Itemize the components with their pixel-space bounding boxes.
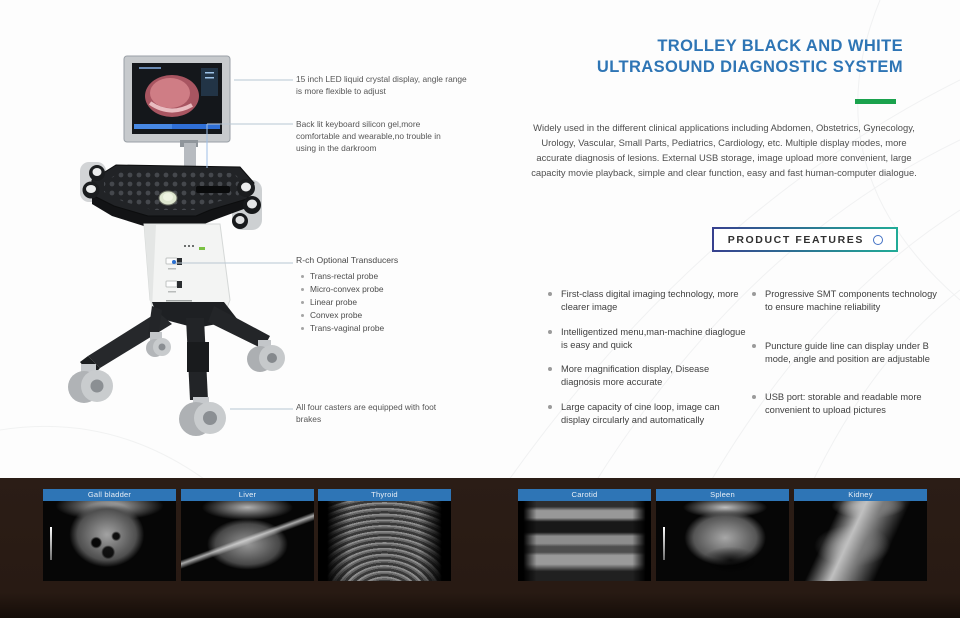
page-title-line2: ULTRASOUND DIAGNOSTIC SYSTEM <box>596 58 903 76</box>
feature-text: Large capacity of cine loop, image can display circularly and automatically <box>561 402 720 426</box>
ultrasound-image <box>318 501 451 581</box>
feature-text: Puncture guide line can display under B mode, angle and position are adjustable <box>765 341 930 365</box>
feature-item <box>548 401 748 428</box>
callout-keyboard: Back lit keyboard silicon gel,more comfortable and wearable,no trouble in using in the darkroom <box>296 119 441 153</box>
keyboard-console <box>80 162 262 230</box>
product-features-button[interactable] <box>712 227 898 252</box>
transducer-label: Micro-convex probe <box>310 284 384 295</box>
gallery-panel-label: Carotid <box>518 489 651 501</box>
bullet-icon <box>301 314 304 317</box>
gallery-panel-label: Thyroid <box>318 489 451 501</box>
bullet-icon <box>301 288 304 291</box>
page-title-line1: TROLLEY BLACK AND WHITE <box>657 37 903 55</box>
gallery-panel-carotid <box>518 489 651 581</box>
product-features-label: PRODUCT FEATURES <box>727 233 864 246</box>
gallery-panel-kidney <box>794 489 927 581</box>
feature-item <box>752 391 947 418</box>
gallery-panel-gall-bladder <box>43 489 176 581</box>
bullet-icon <box>301 275 304 278</box>
gallery-panel-label: Gall bladder <box>43 489 176 501</box>
feature-item <box>752 340 947 367</box>
transducer-label: Trans-rectal probe <box>310 271 379 281</box>
feature-item <box>548 363 748 390</box>
callout-lines <box>175 80 293 409</box>
feature-text: Progressive SMT components technology to ensure machine reliability <box>765 289 937 313</box>
green-accent-divider <box>855 99 896 104</box>
feature-item <box>548 326 748 353</box>
transducer-label: Convex probe <box>310 310 363 321</box>
bullet-icon <box>752 344 756 348</box>
transducers-list <box>301 271 384 336</box>
transducer-item <box>301 271 384 281</box>
port-indicator-dot <box>172 260 176 264</box>
bullet-icon <box>752 395 756 399</box>
feature-text: More magnification display, Disease diagnosis more accurate <box>561 364 710 388</box>
feature-text: USB port: storable and readable more convenient to upload pictures <box>765 392 922 416</box>
gallery-panel-liver <box>181 489 314 581</box>
callout-display: 15 inch LED liquid crystal display, angle range is more flexible to adjust <box>296 74 467 96</box>
trolley-ultrasound-machine-illustration <box>68 56 285 436</box>
transducer-item <box>301 323 384 333</box>
base-and-casters <box>68 302 285 436</box>
ultrasound-image <box>794 501 927 581</box>
page-title <box>597 36 903 78</box>
gallery-panel-thyroid <box>318 489 451 581</box>
bullet-icon <box>548 330 552 334</box>
bullet-icon <box>752 292 756 296</box>
transducer-item <box>301 310 384 320</box>
bullet-icon <box>548 367 552 371</box>
feature-text: First-class digital imaging technology, more clearer image <box>561 289 739 313</box>
bullet-icon <box>548 292 552 296</box>
ultrasound-image <box>181 501 314 581</box>
circle-outline-icon <box>873 235 883 245</box>
feature-item <box>752 288 947 315</box>
bullet-icon <box>301 301 304 304</box>
transducer-label: Trans-vaginal probe <box>310 323 385 334</box>
transducer-item <box>301 284 384 294</box>
intro-paragraph: Widely used in the different clinical applications including Abdomen, Obstetrics, Gynecology, Urology, Vascular, Small Parts, Pediatrics, Cardiology, etc. Multiple display modes, more accurate diagnosis of lesions. External USB storage, image upload more convenient, large capacity movie playback, simple and clear function, easy and fast human-computer dialogue. <box>531 122 917 179</box>
transducer-label: Linear probe <box>310 297 358 308</box>
ultrasound-image <box>656 501 789 581</box>
ultrasound-image <box>43 501 176 581</box>
monitor <box>124 56 230 142</box>
callout-casters: All four casters are equipped with foot brakes <box>296 402 437 424</box>
bullet-icon <box>548 405 552 409</box>
gallery-panel-label: Spleen <box>656 489 789 501</box>
machine-body <box>144 224 230 316</box>
transducer-item <box>301 297 384 307</box>
bullet-icon <box>301 327 304 330</box>
transducers-title: R-ch Optional Transducers <box>296 255 399 265</box>
gallery-panel-label: Kidney <box>794 489 927 501</box>
feature-text: Intelligentized menu,man-machine diaglogue is easy and quick <box>561 327 746 351</box>
gallery-panel-label: Liver <box>181 489 314 501</box>
feature-item <box>548 288 748 315</box>
gallery-panel-spleen <box>656 489 789 581</box>
gallery-strip <box>0 478 960 618</box>
ultrasound-image <box>518 501 651 581</box>
